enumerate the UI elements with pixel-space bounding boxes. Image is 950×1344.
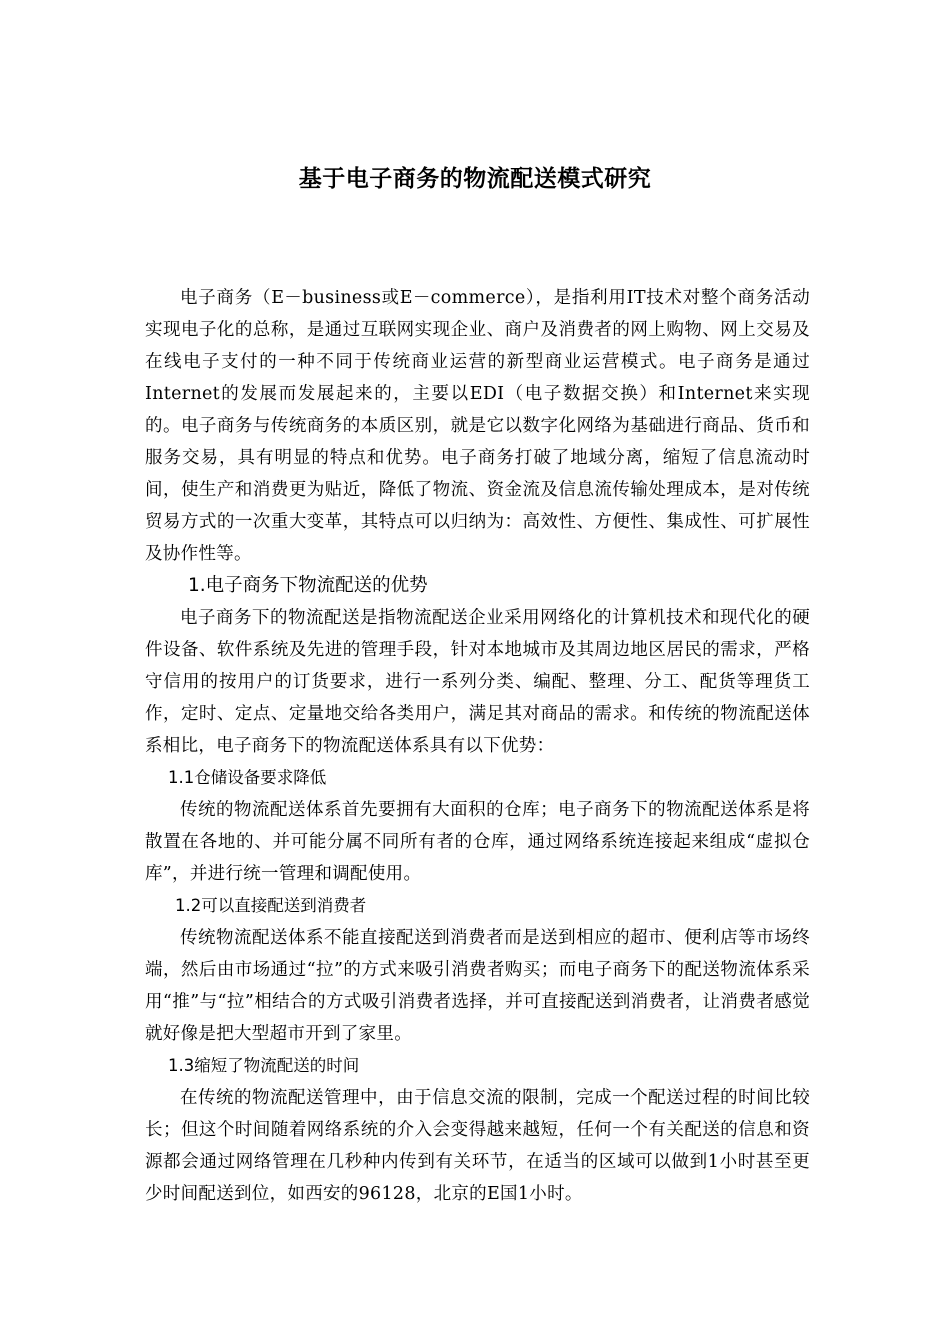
subsection-1-2-paragraph: 传统物流配送体系不能直接配送到消费者而是送到相应的超市、便利店等市场终端，然后由市场通过“拉”的方式来吸引消费者购买；而电子商务下的配送物流体系采用“推”与“拉”相结合的方式吸引消费者选择，并可直接配送到消费者，让消费者感觉就好像是把大型超市开到了家里。 (145, 928, 810, 1044)
subsection-1-3-paragraph: 在传统的物流配送管理中，由于信息交流的限制，完成一个配送过程的时间比较长；但这个时间随着网络系统的介入会变得越来越短，任何一个有关配送的信息和资源都会通过网络管理在几秒种内传到有关环节，在适当的区域可以做到1小时甚至更少时间配送到位，如西安的96128，北京的E国1小时。 (145, 1088, 810, 1204)
subsection-1-1-heading: 1.1仓储设备要求降低 (168, 768, 327, 787)
subsection-1-3-heading: 1.3缩短了物流配送的时间 (168, 1056, 360, 1075)
subsection-1-2-heading: 1.2可以直接配送到消费者 (175, 896, 367, 915)
intro-paragraph: 电子商务（E－business或E－commerce），是指利用IT技术对整个商务活动实现电子化的总称，是通过互联网实现企业、商户及消费者的网上购物、网上交易及在线电子支付的一种不同于传统商业运营的新型商业运营模式。电子商务是通过Internet的发展而发展起来的，主要以EDI（电子数据交换）和Internet来实现的。电子商务与传统商务的本质区别，就是它以数字化网络为基础进行商品、货币和服务交易，具有明显的特点和优势。电子商务打破了地域分离，缩短了信息流动时间，使生产和消费更为贴近，降低了物流、资金流及信息流传输处理成本，是对传统贸易方式的一次重大变革，其特点可以归纳为：高效性、方便性、集成性、可扩展性及协作性等。 (145, 288, 810, 564)
document-body (145, 282, 810, 1210)
document-title: 基于电子商务的物流配送模式研究 (298, 166, 652, 192)
section-1-paragraph: 电子商务下的物流配送是指物流配送企业采用网络化的计算机技术和现代化的硬件设备、软件系统及先进的管理手段，针对本地城市及其周边地区居民的需求，严格守信用的按用户的订货要求，进行一系列分类、编配、整理、分工、配货等理货工作，定时、定点、定量地交给各类用户，满足其对商品的需求。和传统的物流配送体系相比，电子商务下的物流配送体系具有以下优势： (145, 608, 810, 756)
subsection-1-1-paragraph: 传统的物流配送体系首先要拥有大面积的仓库；电子商务下的物流配送体系是将散置在各地的、并可能分属不同所有者的仓库，通过网络系统连接起来组成“虚拟仓库”，并进行统一管理和调配使用。 (145, 800, 810, 884)
section-1-heading: 1.电子商务下物流配送的优势 (188, 575, 428, 596)
